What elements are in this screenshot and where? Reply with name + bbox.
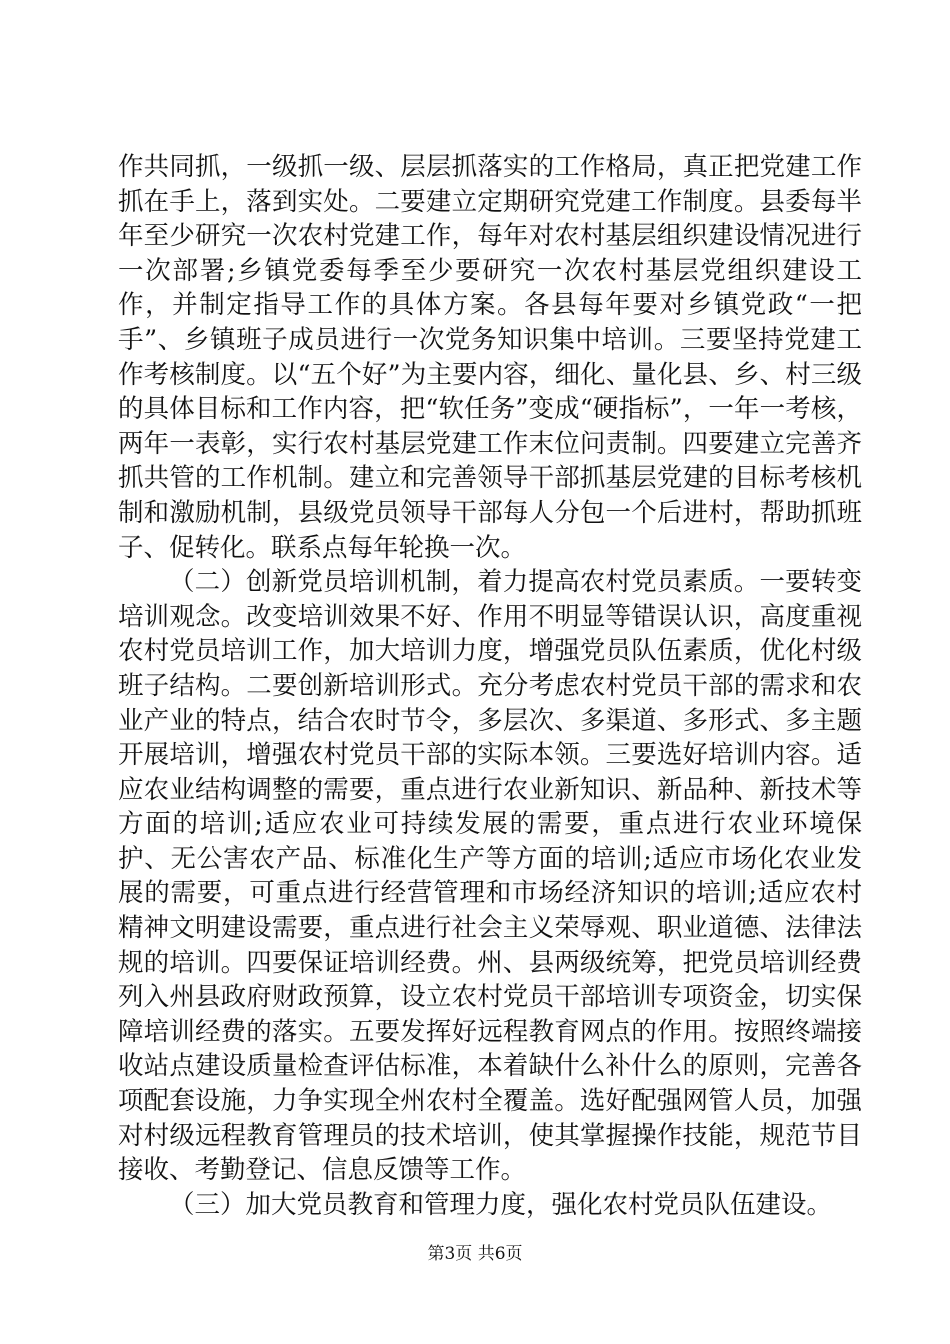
document-body	[118, 150, 862, 1222]
page-footer: 第3页 共6页	[427, 1244, 523, 1264]
paragraph-section-3: （三）加大党员教育和管理力度，强化农村党员队伍建设。	[169, 1189, 833, 1220]
paragraph-section-2: （二）创新党员培训机制，着力提高农村党员素质。一要转变培训观念。改变培训效果不好、作用不明显等错误认识，高度重视农村党员培训工作，加大培训力度，增强党员队伍素质，优化村级班子结构。二要创新培训形式。充分考虑农村党员干部的需求和农业产业的特点，结合农时节令，多层次、多渠道、多形式、多主题开展培训，增强农村党员干部的实际本领。三要选好培训内容。适应农业结构调整的需要，重点进行农业新知识、新品种、新技术等方面的培训;适应农业可持续发展的需要，重点进行农业环境保护、无公害农产品、标准化生产等方面的培训;适应市场化农业发展的需要，可重点进行经营管理和市场经济知识的培训;适应农村精神文明建设需要，重点进行社会主义荣辱观、职业道德、法律法规的培训。四要保证培训经费。州、县两级统筹，把党员培训经费列入州县政府财政预算，设立农村党员干部培训专项资金，切实保障培训经费的落实。五要发挥好远程教育网点的作用。按照终端接收站点建设质量检查评估标准，本着缺什么补什么的原则，完善各项配套设施，力争实现全州农村全覆盖。选好配强网管人员，加强对村级远程教育管理员的技术培训，使其掌握操作技能，规范节目接收、考勤登记、信息反馈等工作。	[118, 567, 862, 1186]
paragraph-continuation: 作共同抓，一级抓一级、层层抓落实的工作格局，真正把党建工作抓在手上，落到实处。二要建立定期研究党建工作制度。县委每半年至少研究一次农村党建工作，每年对农村基层组织建设情况进行一次部署;乡镇党委每季至少要研究一次农村基层党组织建设工作，并制定指导工作的具体方案。各县每年要对乡镇党政“一把手”、乡镇班子成员进行一次党务知识集中培训。三要坚持党建工作考核制度。以“五个好”为主要内容，细化、量化县、乡、村三级的具体目标和工作内容，把“软任务”变成“硬指标”，一年一考核，两年一表彰，实行农村基层党建工作末位问责制。四要建立完善齐抓共管的工作机制。建立和完善领导干部抓基层党建的目标考核机制和激励机制，县级党员领导干部每人分包一个后进村，帮助抓班子、促转化。联系点每年轮换一次。	[118, 152, 862, 563]
